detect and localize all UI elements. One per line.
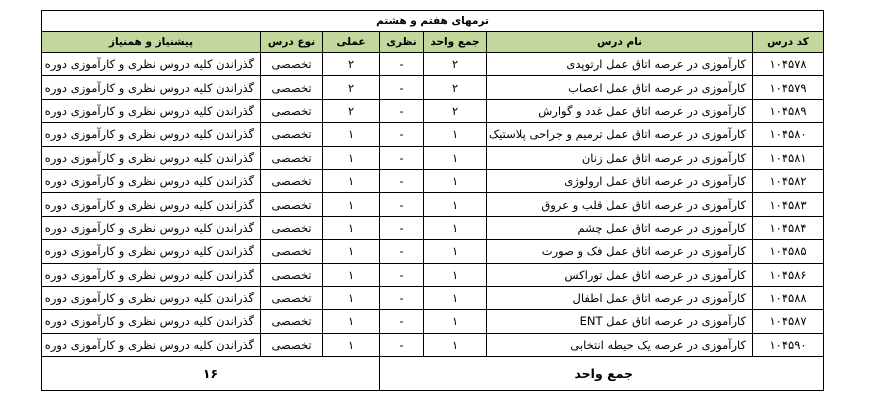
theory-units-cell: - — [380, 333, 424, 356]
units-total-cell: ۲ — [424, 76, 487, 99]
practical-units-cell: ۱ — [323, 310, 380, 333]
header-theory: نظری — [380, 32, 424, 53]
course-name-cell: کارآموزی در عرصه اتاق عمل اطفال — [487, 286, 753, 309]
prereq-cell: گذراندن کلیه دروس نظری و کارآموزی دوره — [42, 99, 261, 122]
course-code-cell: ۱۰۴۵۷۸ — [753, 53, 824, 76]
course-code-cell: ۱۰۴۵۸۱ — [753, 146, 824, 169]
theory-units-cell: - — [380, 53, 424, 76]
total-row — [42, 357, 824, 391]
prereq-cell: گذراندن کلیه دروس نظری و کارآموزی دوره — [42, 193, 261, 216]
practical-units-cell: ۱ — [323, 333, 380, 356]
course-name-cell: کارآموزی در عرصه اتاق عمل توراکس — [487, 263, 753, 286]
practical-units-cell: ۱ — [323, 123, 380, 146]
header-practical: عملی — [323, 32, 380, 53]
course-name-cell: کارآموزی در عرصه اتاق عمل چشم — [487, 216, 753, 239]
course-name-cell: کارآموزی در عرصه اتاق عمل قلب و عروق — [487, 193, 753, 216]
course-type-cell: تخصصی — [261, 333, 323, 356]
prereq-cell: گذراندن کلیه دروس نظری و کارآموزی دوره — [42, 240, 261, 263]
units-total-cell: ۱ — [424, 123, 487, 146]
units-total-cell: ۱ — [424, 263, 487, 286]
practical-units-cell: ۲ — [323, 76, 380, 99]
table-title: ترمهای هفتم و هشتم — [42, 11, 824, 32]
courses-table — [41, 10, 824, 391]
units-total-cell: ۱ — [424, 169, 487, 192]
course-type-cell: تخصصی — [261, 99, 323, 122]
header-row — [42, 32, 824, 53]
course-type-cell: تخصصی — [261, 146, 323, 169]
course-type-cell: تخصصی — [261, 240, 323, 263]
course-code-cell: ۱۰۴۵۸۹ — [753, 99, 824, 122]
theory-units-cell: - — [380, 286, 424, 309]
table-row — [42, 123, 824, 146]
course-name-cell: کارآموزی در عرصه اتاق عمل اعصاب — [487, 76, 753, 99]
table-row — [42, 169, 824, 192]
course-code-cell: ۱۰۴۵۸۷ — [753, 310, 824, 333]
units-total-cell: ۱ — [424, 146, 487, 169]
practical-units-cell: ۱ — [323, 263, 380, 286]
theory-units-cell: - — [380, 146, 424, 169]
theory-units-cell: - — [380, 123, 424, 146]
prereq-cell: گذراندن کلیه دروس نظری و کارآموزی دوره — [42, 263, 261, 286]
units-total-cell: ۱ — [424, 240, 487, 263]
header-units-total: جمع واحد — [424, 32, 487, 53]
units-total-cell: ۱ — [424, 286, 487, 309]
header-code: کد درس — [753, 32, 824, 53]
title-row — [42, 11, 824, 32]
course-type-cell: تخصصی — [261, 193, 323, 216]
units-total-cell: ۱ — [424, 333, 487, 356]
course-name-cell: کارآموزی در عرصه یک حیطه انتخابی — [487, 333, 753, 356]
course-type-cell: تخصصی — [261, 263, 323, 286]
units-total-cell: ۱ — [424, 216, 487, 239]
theory-units-cell: - — [380, 169, 424, 192]
theory-units-cell: - — [380, 99, 424, 122]
course-name-cell: کارآموزی در عرصه اتاق عمل فک و صورت — [487, 240, 753, 263]
practical-units-cell: ۱ — [323, 240, 380, 263]
course-name-cell: کارآموزی در عرصه اتاق عمل غدد و گوارش — [487, 99, 753, 122]
theory-units-cell: - — [380, 240, 424, 263]
total-value: ۱۶ — [42, 357, 380, 391]
units-total-cell: ۲ — [424, 53, 487, 76]
units-total-cell: ۱ — [424, 193, 487, 216]
theory-units-cell: - — [380, 193, 424, 216]
course-code-cell: ۱۰۴۵۸۶ — [753, 263, 824, 286]
course-code-cell: ۱۰۴۵۸۲ — [753, 169, 824, 192]
practical-units-cell: ۱ — [323, 216, 380, 239]
course-name-cell: کارآموزی در عرصه اتاق عمل ارولوژی — [487, 169, 753, 192]
header-name: نام درس — [487, 32, 753, 53]
practical-units-cell: ۲ — [323, 99, 380, 122]
prereq-cell: گذراندن کلیه دروس نظری و کارآموزی دوره — [42, 146, 261, 169]
prereq-cell: گذراندن کلیه دروس نظری و کارآموزی دوره — [42, 169, 261, 192]
course-code-cell: ۱۰۴۵۸۸ — [753, 286, 824, 309]
prereq-cell: گذراندن کلیه دروس نظری و کارآموزی دوره — [42, 286, 261, 309]
practical-units-cell: ۱ — [323, 193, 380, 216]
table-row — [42, 193, 824, 216]
course-type-cell: تخصصی — [261, 76, 323, 99]
prereq-cell: گذراندن کلیه دروس نظری و کارآموزی دوره — [42, 216, 261, 239]
course-name-cell: کارآموزی در عرصه اتاق عمل ترمیم و جراحی پلاستیک — [487, 123, 753, 146]
course-name-cell: کارآموزی در عرصه اتاق عمل زنان — [487, 146, 753, 169]
units-total-cell: ۲ — [424, 99, 487, 122]
practical-units-cell: ۲ — [323, 53, 380, 76]
course-code-cell: ۱۰۴۵۸۴ — [753, 216, 824, 239]
course-code-cell: ۱۰۴۵۹۰ — [753, 333, 824, 356]
course-name-cell: کارآموزی در عرصه اتاق عمل ارتوپدی — [487, 53, 753, 76]
course-type-cell: تخصصی — [261, 53, 323, 76]
course-type-cell: تخصصی — [261, 169, 323, 192]
table-body — [42, 53, 824, 357]
table-row — [42, 53, 824, 76]
table-row — [42, 99, 824, 122]
table-row — [42, 263, 824, 286]
table-row — [42, 216, 824, 239]
header-type: نوع درس — [261, 32, 323, 53]
theory-units-cell: - — [380, 263, 424, 286]
table-row — [42, 76, 824, 99]
course-type-cell: تخصصی — [261, 123, 323, 146]
prereq-cell: گذراندن کلیه دروس نظری و کارآموزی دوره — [42, 333, 261, 356]
course-type-cell: تخصصی — [261, 286, 323, 309]
course-code-cell: ۱۰۴۵۷۹ — [753, 76, 824, 99]
course-code-cell: ۱۰۴۵۸۳ — [753, 193, 824, 216]
table-row — [42, 286, 824, 309]
prereq-cell: گذراندن کلیه دروس نظری و کارآموزی دوره — [42, 310, 261, 333]
table-row — [42, 240, 824, 263]
theory-units-cell: - — [380, 216, 424, 239]
course-code-cell: ۱۰۴۵۸۵ — [753, 240, 824, 263]
course-type-cell: تخصصی — [261, 216, 323, 239]
theory-units-cell: - — [380, 310, 424, 333]
total-label: جمع واحد — [380, 357, 824, 391]
table-row — [42, 310, 824, 333]
practical-units-cell: ۱ — [323, 286, 380, 309]
table-row — [42, 146, 824, 169]
prereq-cell: گذراندن کلیه دروس نظری و کارآموزی دوره — [42, 53, 261, 76]
units-total-cell: ۱ — [424, 310, 487, 333]
course-name-cell: کارآموزی در عرصه اتاق عمل ENT — [487, 310, 753, 333]
course-code-cell: ۱۰۴۵۸۰ — [753, 123, 824, 146]
theory-units-cell: - — [380, 76, 424, 99]
table-row — [42, 333, 824, 356]
practical-units-cell: ۱ — [323, 169, 380, 192]
header-prereq: پیشنیاز و همنیاز — [42, 32, 261, 53]
prereq-cell: گذراندن کلیه دروس نظری و کارآموزی دوره — [42, 123, 261, 146]
course-type-cell: تخصصی — [261, 310, 323, 333]
prereq-cell: گذراندن کلیه دروس نظری و کارآموزی دوره — [42, 76, 261, 99]
practical-units-cell: ۱ — [323, 146, 380, 169]
